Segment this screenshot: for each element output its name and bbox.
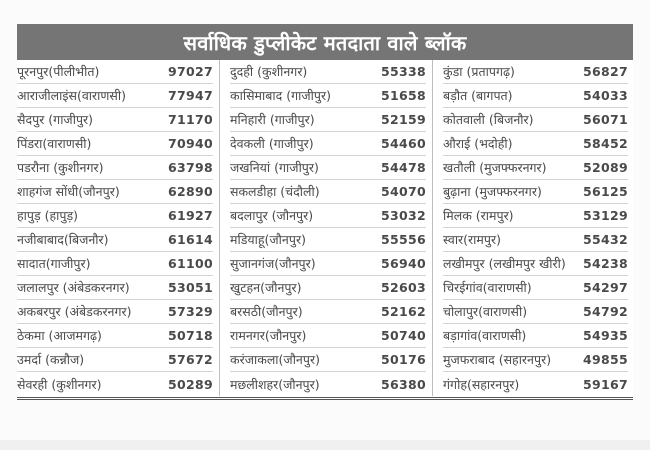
block-name: पूरनपुर(पीलीभीत)	[17, 64, 100, 79]
table-row	[443, 276, 628, 300]
table-row	[443, 180, 628, 204]
table-row	[230, 60, 426, 84]
block-name: सैदपुर (गाजीपुर)	[17, 112, 94, 127]
table-row	[17, 372, 213, 396]
duplicate-voter-count: 56125	[583, 184, 628, 199]
duplicate-voter-count: 61927	[168, 208, 213, 223]
block-name: खतौली (मुजफ्फरनगर)	[443, 160, 547, 175]
duplicate-voter-count: 53051	[168, 280, 213, 295]
duplicate-voter-count: 54460	[381, 136, 426, 151]
block-name: पडरौना (कुशीनगर)	[17, 160, 104, 175]
block-name: कोतवाली (बिजनौर)	[443, 112, 534, 127]
table-row	[230, 132, 426, 156]
duplicate-voter-count: 54297	[583, 280, 628, 295]
table-row	[17, 180, 213, 204]
duplicate-voter-count: 61100	[168, 256, 213, 271]
block-name: खुटहन(जौनपुर)	[230, 280, 302, 295]
block-name: मछलीशहर(जौनपुर)	[230, 376, 320, 392]
duplicate-voter-count: 55556	[381, 232, 426, 247]
block-name: अकबरपुर (अंबेडकरनगर)	[17, 304, 132, 319]
duplicate-voter-count: 53032	[381, 208, 426, 223]
duplicate-voter-count: 58452	[583, 136, 628, 151]
page-bottom-band	[0, 440, 650, 450]
table-row	[17, 276, 213, 300]
table-row	[443, 348, 628, 372]
table-title-text: सर्वाधिक डुप्लीकेट मतदाता वाले ब्लॉक	[183, 30, 467, 55]
table-row	[230, 348, 426, 372]
table-row	[17, 324, 213, 348]
block-name: मनिहारी (गाजीपुर)	[230, 112, 315, 127]
duplicate-voter-count: 50740	[381, 328, 426, 343]
duplicate-voter-count: 59167	[583, 376, 628, 392]
block-name: ठेकमा (आजमगढ़)	[17, 328, 102, 343]
table-row	[230, 156, 426, 180]
table-column-2	[219, 60, 432, 396]
duplicate-voter-count: 56071	[583, 112, 628, 127]
block-name: कुंडा (प्रतापगढ़)	[443, 64, 515, 79]
duplicate-voter-count: 52159	[381, 112, 426, 127]
block-name: सादात(गाजीपुर)	[17, 256, 91, 271]
duplicate-voter-count: 52603	[381, 280, 426, 295]
block-name: हापुड़ (हापुड़)	[17, 208, 79, 223]
duplicate-voter-count: 62890	[168, 184, 213, 199]
block-name: चिरईगांव(वाराणसी)	[443, 280, 532, 295]
table-row	[443, 84, 628, 108]
duplicate-voter-count: 54792	[583, 304, 628, 319]
table-row	[17, 108, 213, 132]
table-row	[230, 84, 426, 108]
block-name: बुढ़ाना (मुजफ्फरनगर)	[443, 184, 542, 199]
block-name: कासिमाबाद (गाजीपुर)	[230, 88, 331, 103]
block-name: जखनियां (गाजीपुर)	[230, 160, 319, 175]
table-row	[230, 108, 426, 132]
block-name: गंगोह(सहारनपुर)	[443, 376, 520, 392]
table-row	[17, 300, 213, 324]
block-name: मिलक (रामपुर)	[443, 208, 514, 223]
table-column-3	[432, 60, 634, 396]
block-name: शाहगंज सोंधी(जौनपुर)	[17, 184, 120, 199]
block-name: सुजानगंज(जौनपुर)	[230, 256, 316, 271]
duplicate-voter-count: 51658	[381, 88, 426, 103]
table-row	[230, 300, 426, 324]
duplicate-voter-count: 77947	[168, 88, 213, 103]
duplicate-voter-count: 52162	[381, 304, 426, 319]
block-name: आराजीलाइंस(वाराणसी)	[17, 88, 126, 103]
table-row	[443, 156, 628, 180]
duplicate-voter-count: 56827	[583, 64, 628, 79]
block-name: चोलापुर(वाराणसी)	[443, 304, 528, 319]
duplicate-voter-count: 53129	[583, 208, 628, 223]
table-row	[230, 276, 426, 300]
duplicate-voter-count: 54238	[583, 256, 628, 271]
table-row	[443, 300, 628, 324]
duplicate-voter-count: 50289	[168, 376, 213, 392]
table-row	[17, 156, 213, 180]
block-name: दुदही (कुशीनगर)	[230, 64, 308, 79]
block-name: बड़ौत (बागपत)	[443, 88, 513, 103]
block-name: नजीबाबाद(बिजनौर)	[17, 232, 109, 247]
block-name: करंजाकला(जौनपुर)	[230, 352, 320, 367]
table-row	[230, 204, 426, 228]
table-row	[443, 132, 628, 156]
table-row	[230, 180, 426, 204]
duplicate-voter-count: 97027	[168, 64, 213, 79]
duplicate-voter-count: 54478	[381, 160, 426, 175]
table-row	[17, 60, 213, 84]
duplicate-voter-count: 50176	[381, 352, 426, 367]
duplicate-voter-count: 70940	[168, 136, 213, 151]
table-title	[17, 24, 633, 60]
table-row	[17, 348, 213, 372]
duplicate-voter-count: 54033	[583, 88, 628, 103]
block-name: जलालपुर (अंबेडकरनगर)	[17, 280, 130, 295]
table-row	[443, 252, 628, 276]
duplicate-voter-count: 54935	[583, 328, 628, 343]
table-row	[17, 228, 213, 252]
duplicate-voter-count: 55338	[381, 64, 426, 79]
table-row	[230, 372, 426, 396]
block-name: औराई (भदोही)	[443, 136, 513, 151]
block-name: रामनगर(जौनपुर)	[230, 328, 307, 343]
duplicate-voter-count: 57329	[168, 304, 213, 319]
block-name: स्वार(रामपुर)	[443, 232, 501, 247]
duplicate-voter-count: 50718	[168, 328, 213, 343]
table-row	[443, 60, 628, 84]
duplicate-voter-count: 61614	[168, 232, 213, 247]
table-row	[17, 204, 213, 228]
table-column-1	[17, 60, 219, 396]
table-row	[230, 324, 426, 348]
block-name: बरसठी(जौनपुर)	[230, 304, 303, 319]
duplicate-voter-count: 57672	[168, 352, 213, 367]
table-row	[17, 84, 213, 108]
duplicate-voter-count: 52089	[583, 160, 628, 175]
table-row	[443, 228, 628, 252]
table-row	[17, 132, 213, 156]
table-row	[230, 252, 426, 276]
table-row	[230, 228, 426, 252]
blocks-table	[17, 60, 633, 400]
block-name: सकलडीहा (चंदौली)	[230, 184, 320, 199]
duplicate-voter-count: 54070	[381, 184, 426, 199]
block-name: बड़ागांव(वाराणसी)	[443, 328, 527, 343]
block-name: मुजफराबाद (सहारनपुर)	[443, 352, 552, 367]
table-row	[17, 252, 213, 276]
duplicate-voters-table-panel	[17, 24, 633, 400]
block-name: लखीमपुर (लखीमपुर खीरी)	[443, 256, 566, 271]
block-name: सेवरही (कुशीनगर)	[17, 376, 102, 392]
block-name: पिंडरा(वाराणसी)	[17, 136, 92, 151]
table-row	[443, 324, 628, 348]
duplicate-voter-count: 56380	[381, 376, 426, 392]
block-name: देवकली (गाजीपुर)	[230, 136, 314, 151]
block-name: बदलापुर (जौनपुर)	[230, 208, 314, 223]
block-name: मडियाहू(जौनपुर)	[230, 232, 306, 247]
block-name: उमर्दा (कन्नौज)	[17, 352, 85, 367]
duplicate-voter-count: 56940	[381, 256, 426, 271]
table-row	[443, 108, 628, 132]
duplicate-voter-count: 63798	[168, 160, 213, 175]
duplicate-voter-count: 49855	[583, 352, 628, 367]
table-row	[443, 372, 628, 396]
table-row	[443, 204, 628, 228]
duplicate-voter-count: 71170	[168, 112, 213, 127]
duplicate-voter-count: 55432	[583, 232, 628, 247]
